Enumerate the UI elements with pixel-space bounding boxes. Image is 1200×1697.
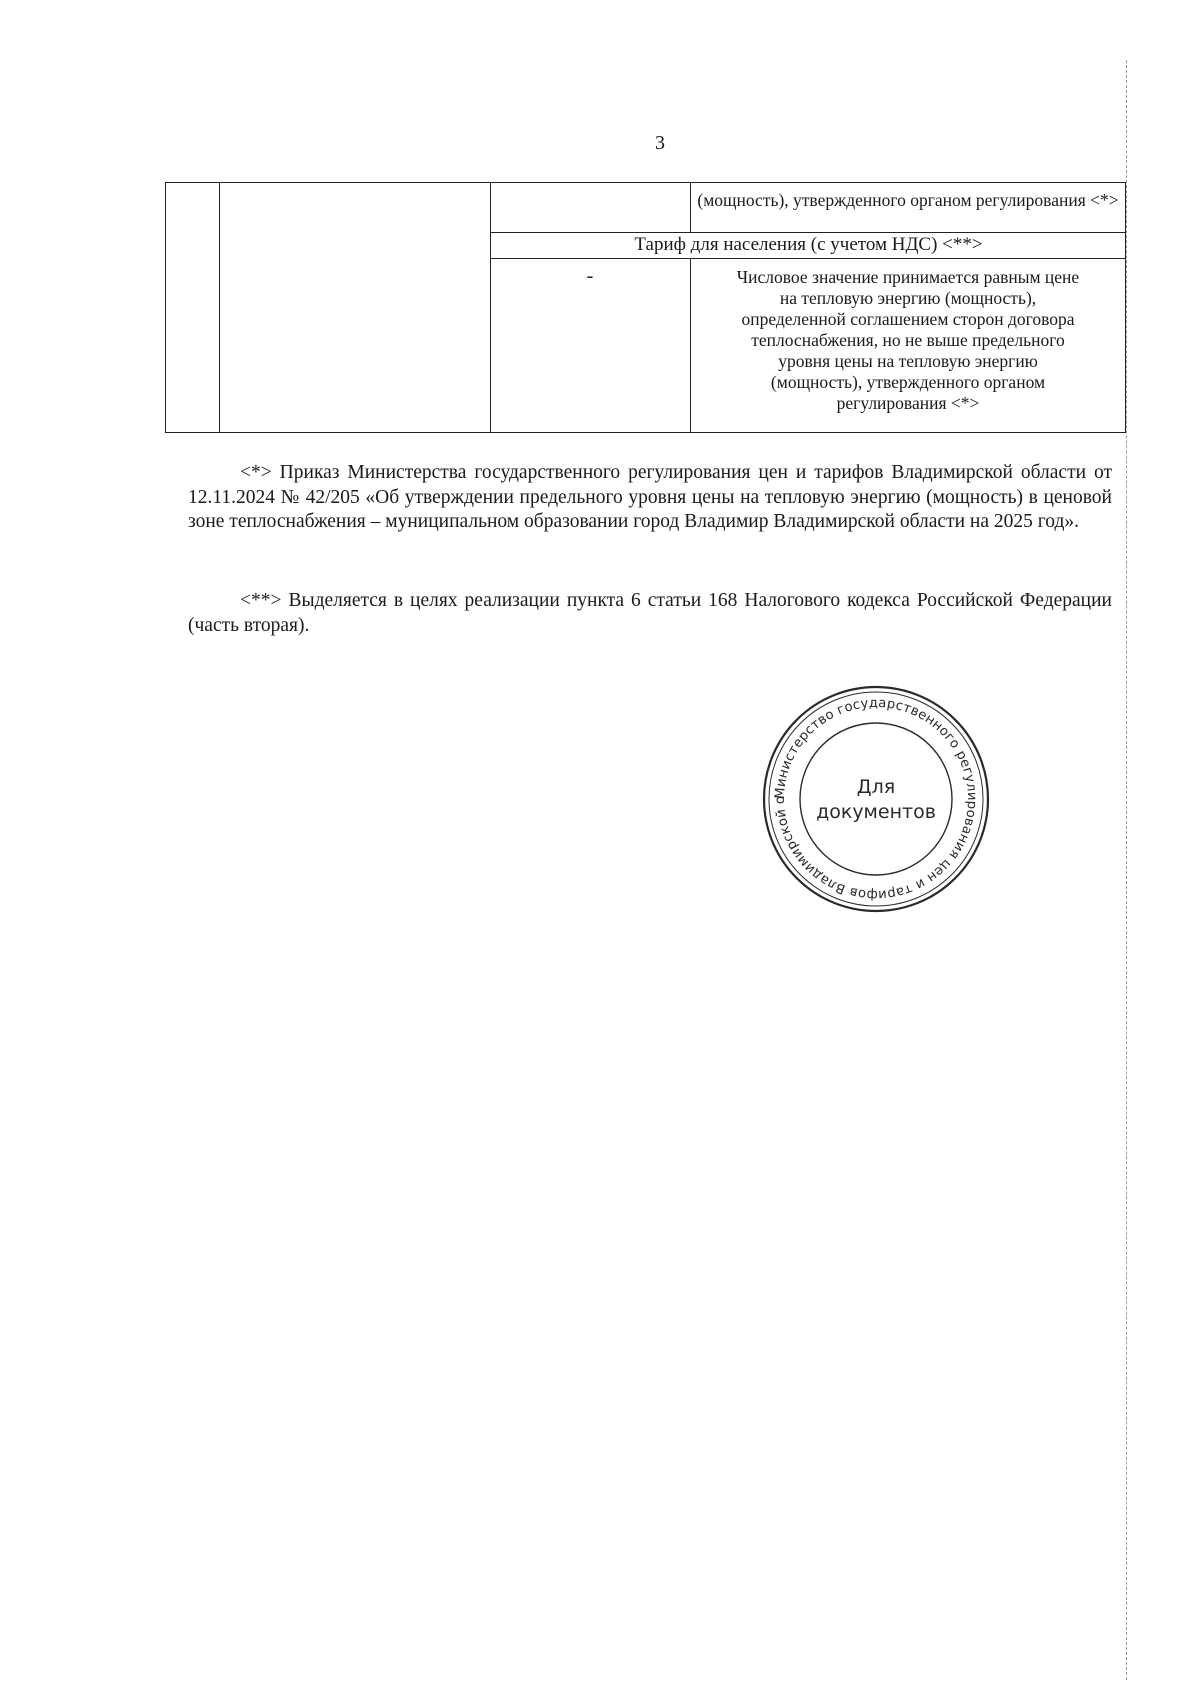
table-col-divider xyxy=(690,183,691,232)
stamp-outer-ring xyxy=(764,687,988,911)
value-cell: - xyxy=(586,265,594,287)
table-col-divider xyxy=(219,183,220,432)
stamp-outer-ring-inner xyxy=(769,692,983,906)
section-title: Тариф для населения (с учетом НДС) <**> xyxy=(634,234,983,255)
top-cell-text: (мощность), утвержденного органом регулирования <*> xyxy=(697,190,1119,210)
stamp-center-line2: документов xyxy=(816,801,936,823)
footnote-2: <**> Выделяется в целях реализации пункта 6 статьи 168 Налогового кодекса Российской Федерации (часть вторая). xyxy=(188,590,1112,636)
ministry-stamp xyxy=(760,683,992,915)
description-line: Числовое значение принимается равным цене xyxy=(736,267,1080,287)
table-col-divider xyxy=(690,258,691,432)
stamp-ring-text: Министерство государственного регулирования цен и тарифов Владимирской о xyxy=(772,695,980,903)
description-line: регулирования <*> xyxy=(836,393,980,413)
description-line: теплоснабжения, но не выше предельного xyxy=(751,330,1065,350)
description-line: (мощность), утвержденного органом xyxy=(770,372,1046,392)
stamp-inner-ring xyxy=(800,723,952,875)
tariff-table xyxy=(165,182,1126,433)
description-cell xyxy=(696,267,1120,414)
page-number: 3 xyxy=(655,132,665,154)
description-line: уровня цены на тепловую энергию xyxy=(778,351,1038,371)
description-line: определенной соглашением сторон договора xyxy=(741,309,1075,329)
table-row-divider xyxy=(490,232,1125,233)
stamp-seal-graphic xyxy=(760,683,992,915)
description-line: на тепловую энергию (мощность), xyxy=(779,288,1037,308)
footnote-1: <*> Приказ Министерства государственного регулирования цен и тарифов Владимирской области от 12.11.2024 № 42/205 «Об утверждении предельного уровня цены на тепловую энергию (мощность) в ценовой зоне теплоснабжения – муниципальном образовании город Владимир Владимирской области на 2025 год». xyxy=(188,462,1112,532)
scan-edge-line xyxy=(1126,60,1127,1680)
table-row-divider xyxy=(490,258,1125,259)
table-col-divider xyxy=(490,183,491,432)
stamp-center-line1: Для xyxy=(856,776,896,798)
